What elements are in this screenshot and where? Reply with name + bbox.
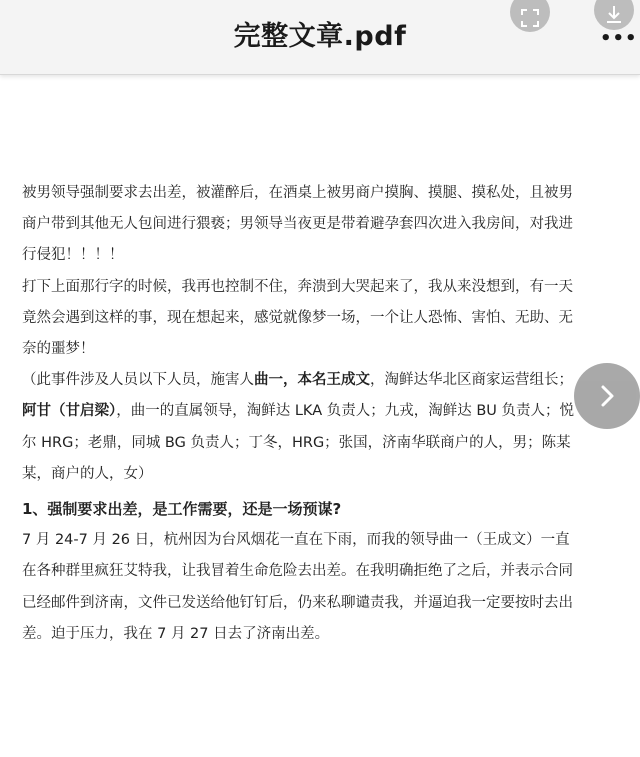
document-title: 完整文章.pdf	[233, 21, 407, 52]
fullscreen-icon	[519, 7, 541, 29]
viewer-header	[0, 0, 640, 75]
paragraph-4: 7 月 24-7 月 26 日，杭州因为台风烟花一直在下雨，而我的领导曲一（王成文）一直在各种群里疯狂艾特我，让我冒着生命危险去出差。在我明确拒绝了之后，并表示合同已经邮件到济南，文件已发送给他钉钉后，仍来私聊谴责我，并逼迫我一定要按时去出差。迫于压力，我在 7 月 27 日去了济南出差。	[22, 532, 573, 642]
p3-bold-2: 阿甘（甘启梁）	[22, 403, 117, 420]
p3-bold-1: 曲一，本名王成文	[254, 372, 370, 389]
p3-text-2: ，淘鲜达华北区商家运营组长；	[370, 372, 573, 389]
paragraph-3	[22, 365, 582, 490]
chevron-right-icon	[592, 381, 622, 411]
download-icon	[603, 4, 625, 26]
paragraph-1: 被男领导强制要求去出差，被灌醉后，在酒桌上被男商户摸胸、摸腿、摸私处，且被男商户带到其他无人包间进行猥亵；男领导当夜更是带着避孕套四次进入我房间，对我进行侵犯！！！！	[22, 185, 573, 264]
next-page-button[interactable]	[574, 363, 640, 429]
p3-text-1: （此事件涉及人员以下人员，施害人	[22, 372, 254, 389]
p3-text-3: ，曲一的直属领导，淘鲜达 LKA 负责人；九戎，淘鲜达 BU 负责人；悦尔 HRG；老鼎，同城 BG 负责人；丁冬，HRG；张国，济南华联商户的人，男；陈某某，商户的人，女）	[22, 403, 574, 482]
section-heading-1: 1、强制要求出差，是工作需要，还是一场预谋?	[22, 500, 342, 519]
more-options-icon[interactable]: •••	[600, 28, 638, 49]
document-body	[22, 178, 582, 650]
paragraph-2: 打下上面那行字的时候，我再也控制不住，奔溃到大哭起来了，我从来没想到，有一天竟然会遇到这样的事，现在想起来，感觉就像梦一场，一个让人恐怖、害怕、无助、无奈的噩梦！	[22, 278, 573, 358]
